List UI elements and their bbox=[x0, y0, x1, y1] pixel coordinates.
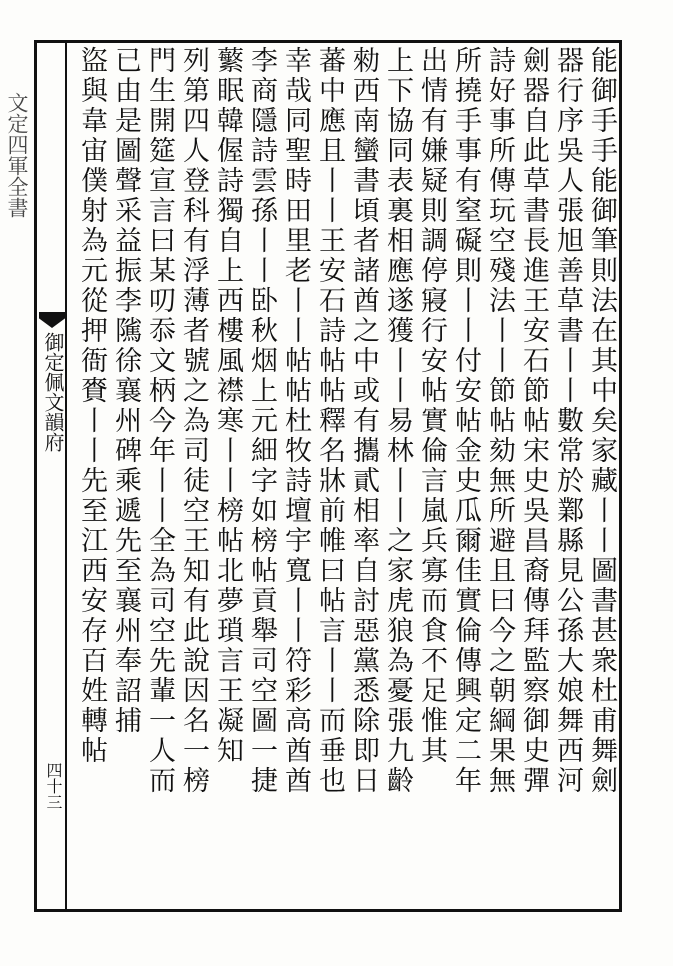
text-column-6: 出情有嫌疑則調停寢行安帖實倫言嵐兵寡而食不足惟其 bbox=[416, 46, 447, 766]
text-column-10: 幸哉同聖時田里老丨丨帖帖杜牧詩壇宇寬丨丨符彩高酋酋 bbox=[280, 46, 311, 796]
page-number: 四十三 bbox=[44, 762, 63, 810]
text-column-12: 蘩眠韓偓詩獨自上西樓風襟寒丨丨榜帖北夢瑣言王凝知 bbox=[212, 46, 243, 766]
text-column-9: 蕃中應且丨丨王安石詩帖帖釋名牀前帷曰帖言丨丨而垂也 bbox=[314, 46, 345, 796]
text-column-7: 上下協同表裏相應遂獲丨丨易林丨丨之家虎狼為憂張九齡 bbox=[382, 46, 413, 796]
text-column-15: 已由是圖聲采益振李隲徐襄州碑乘遞先至襄州奉詔捕 bbox=[110, 46, 141, 736]
fish-tail-mark bbox=[39, 312, 65, 328]
text-column-4: 詩好事所傳玩空殘法丨丨節帖劾無所避且曰今之朝綱果無 bbox=[484, 46, 515, 796]
text-body bbox=[70, 46, 618, 906]
text-column-2: 器行序吳人張旭善草書丨丨數常於鄴縣見公孫大娘舞西河 bbox=[552, 46, 583, 796]
text-column-11: 李商隱詩雲孫丨丨卧秋烟上元細字如榜帖貢舉司空圖一捷 bbox=[246, 46, 277, 796]
text-column-1: 能御手手能御筆則法在其中矣家藏丨丨圖書甚衆杜甫舞劍 bbox=[586, 46, 617, 796]
text-column-14: 門生開筵宣言曰某叨忝文柄今年丨丨全為司空先輩一人而 bbox=[144, 46, 175, 796]
text-column-8: 勑西南蠻書頃者諸酋之中或有攜貳相率自討惡黨悉除即日 bbox=[348, 46, 379, 796]
text-column-5: 所撓手事有窒礙則丨丨付安帖金史瓜爾佳實倫傳興定二年 bbox=[450, 46, 481, 796]
text-column-3: 劍器自此草書長進王安石節帖宋史吳昌裔傳拜監察御史彈 bbox=[518, 46, 549, 796]
book-title: 御定佩文韻府 bbox=[41, 332, 65, 452]
text-column-13: 列第四人登科有浮薄者號之為司徒空王知有此說因名一榜 bbox=[178, 46, 209, 796]
margin-edge-text: 文定四軍全書 bbox=[5, 92, 29, 218]
left-margin bbox=[0, 40, 34, 912]
spine-column bbox=[37, 40, 67, 912]
text-column-16: 盜與韋宙僕射為元從押衙賚丨丨先至江西安存百姓轉帖 bbox=[76, 46, 107, 766]
